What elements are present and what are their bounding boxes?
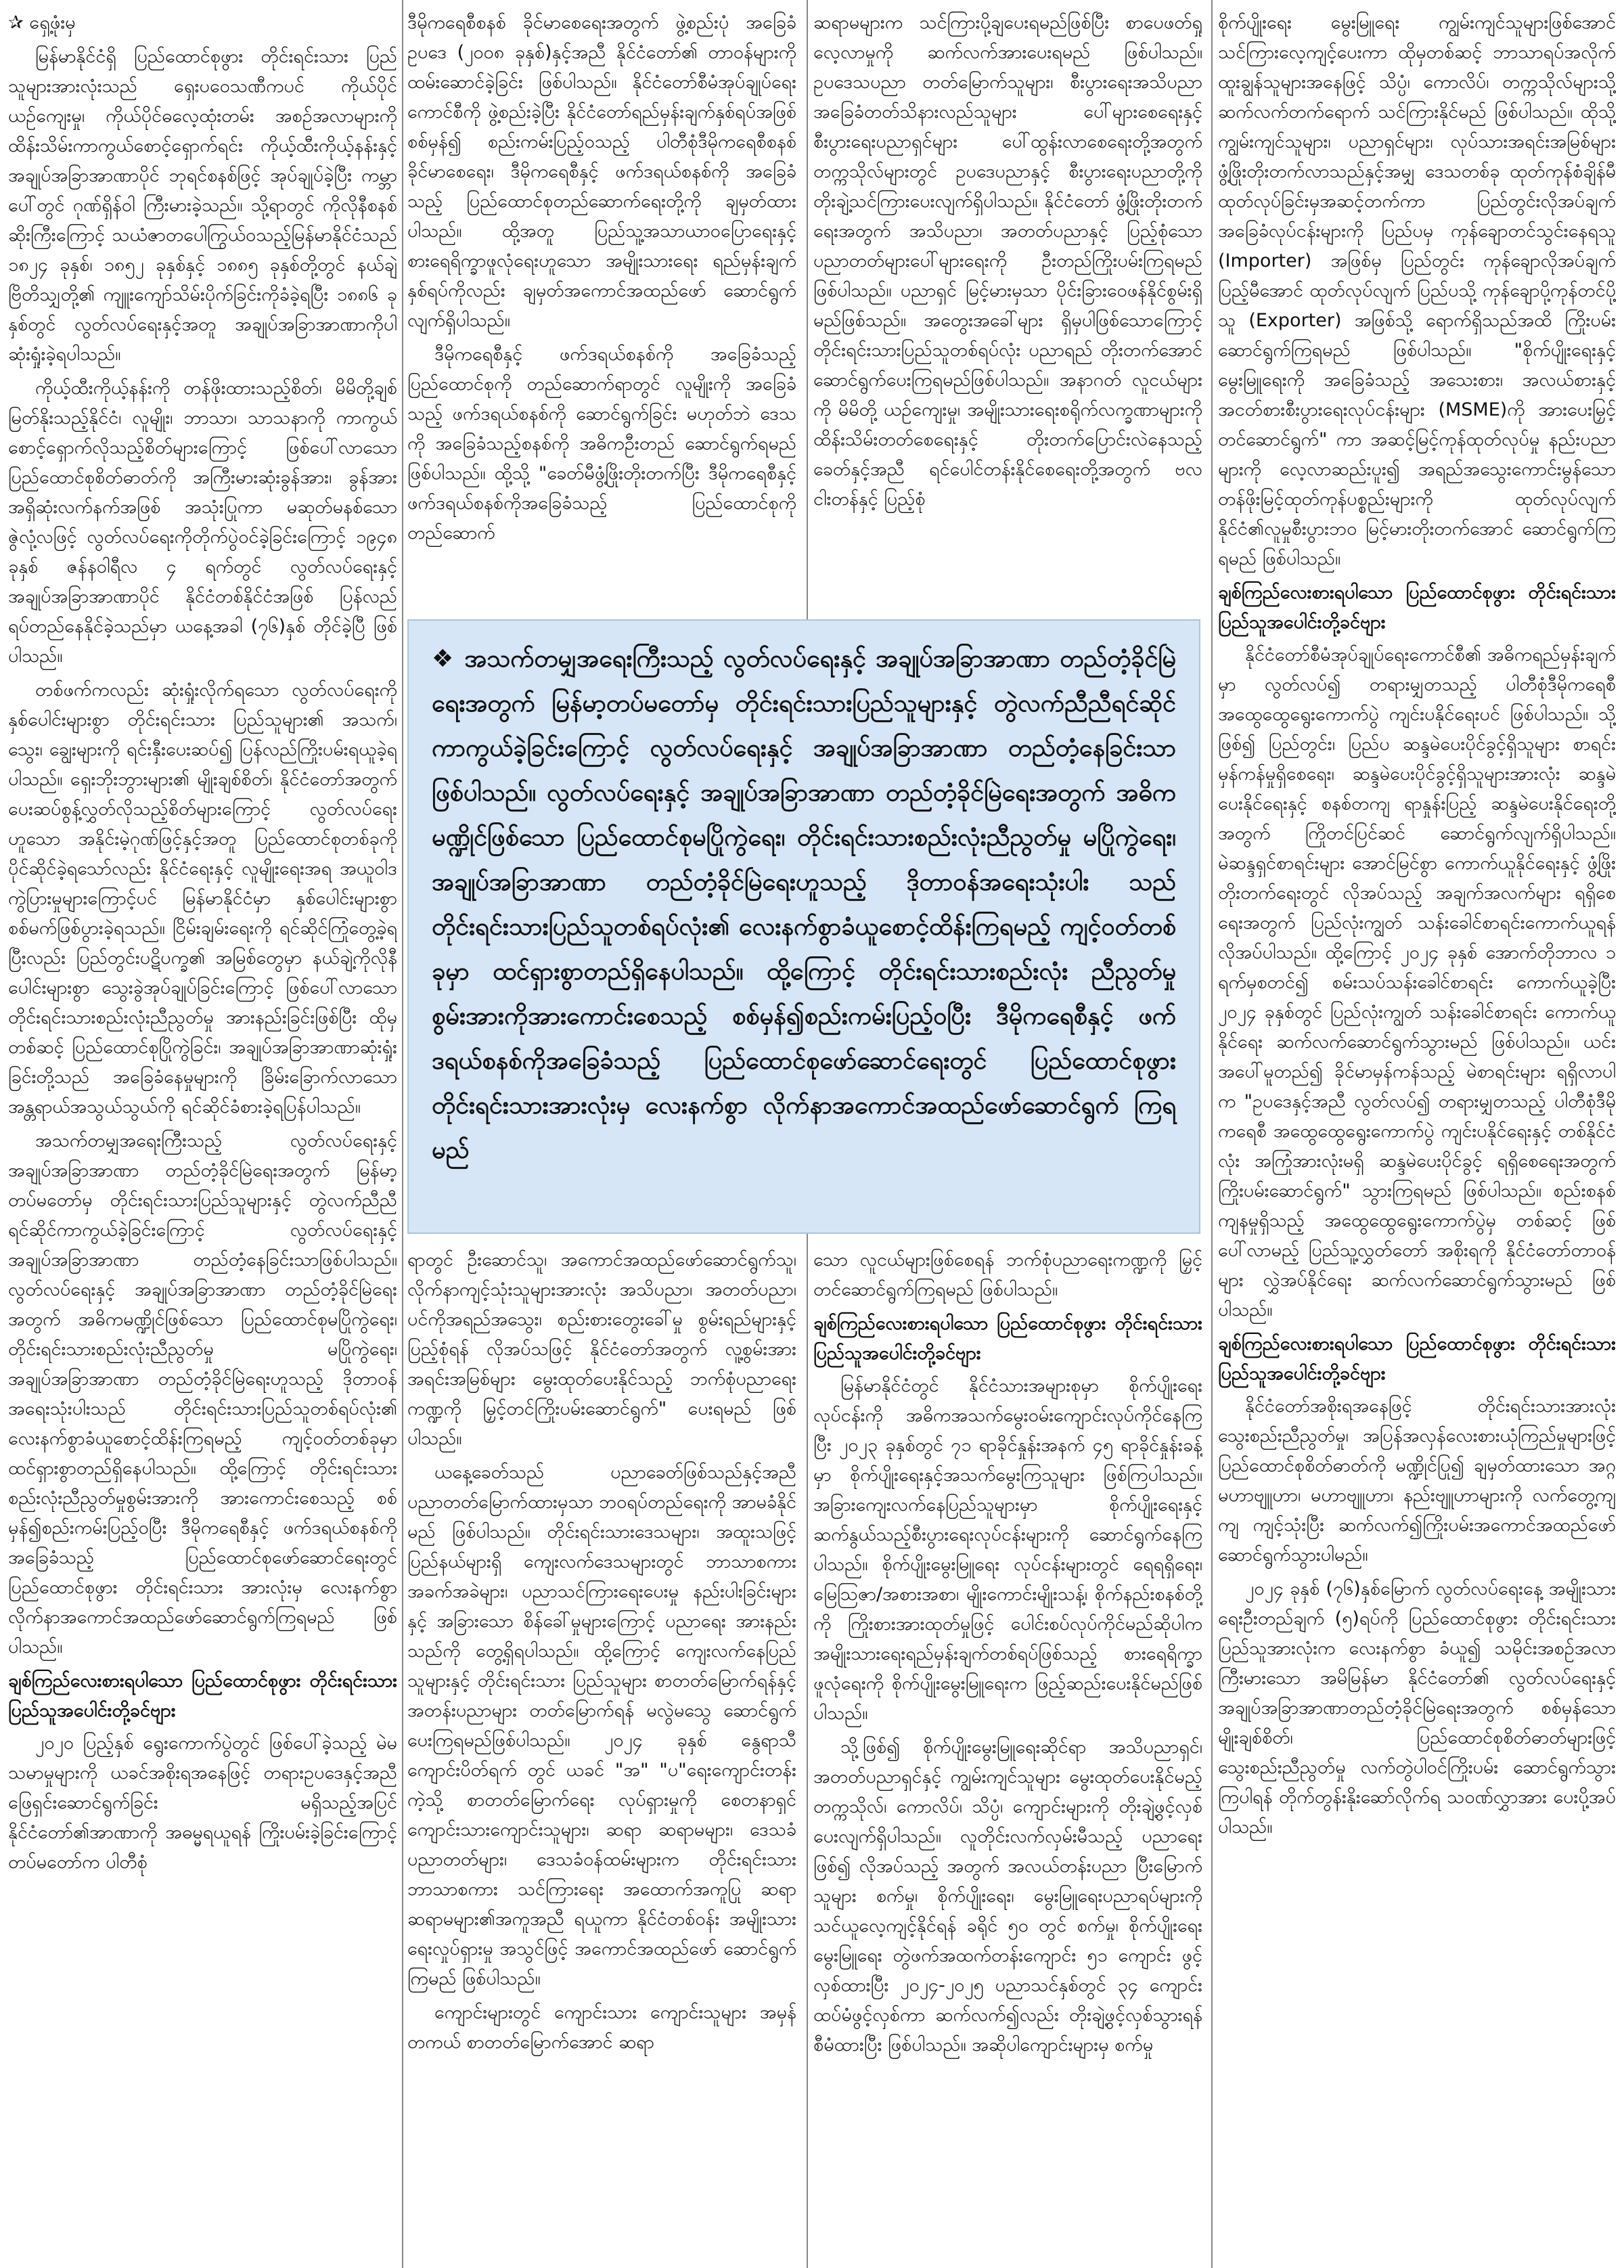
- paragraph: ဆရာမများက သင်ကြားပို့ချပေးရမည်ဖြစ်ပြီး စာပေဖတ်ရှုလေ့လာမှုကို ဆက်လက်အားပေးရမည် ဖြစ်ပါသည်။ ဥပဒေသပညာ တတ်မြောက်သူများ၊ စီးပွားရေးအသိပညာ အခြေခံတတ်သိနားလည်သူများ ပေါ်များစေရေးနှင့် စီးပွားရေးပညာရှင်များ ပေါ်ထွန်းလာစေရေးတို့အတွက် တက္ကသိုလ်များတွင် ဥပဒေပညာနှင့် စီးပွားရေးပညာတို့ကို တိုးချဲ့သင်ကြားပေးလျက်ရှိပါသည်။ နိုင်ငံတော် ဖွံ့ဖြိုးတိုးတက်ရေးအတွက် အသိပညာ၊ အတတ်ပညာနှင့် ပြည့်စုံသော ပညာတတ်များပေါ်များရေးကို ဦးတည်ကြိုးပမ်းကြရမည် ဖြစ်ပါသည်။ ပညာရှင် မြင့်မားမှသာ ပိုင်းခြားဝေဖန်နိုင်စွမ်းရှိမည်ဖြစ်သည်။ အတွေးအခေါ်များ ရှိမှပါဖြစ်သောကြောင့် တိုင်းရင်းသားပြည်သူတစ်ရပ်လုံး ပညာရည် တိုးတက်အောင် ဆောင်ရွက်ပေးကြရမည်ဖြစ်ပါသည်။ အနာဂတ် လူငယ်များကို မိမိတို့ ယဉ်ကျေးမှု၊ အမျိုးသားရေးစရိုက်လက္ခဏာများကို ထိန်းသိမ်းတတ်စေရေးနှင့် တိုးတက်ပြောင်းလဲနေသည့် ခေတ်နှင့်အညီ ရင်ပေါင်တန်းနိုင်စေရေးတို့အတွက် ဗလငါးတန်နှင့် ပြည့်စုံ: [813, 12, 1202, 510]
- paragraph: သော လူငယ်များဖြစ်စေရန် ဘက်စုံပညာရေးကဏ္ဍကို မြှင့်တင်ဆောင်ရွက်ကြရမည် ဖြစ်ပါသည်။: [813, 1249, 1202, 1300]
- byline: ✰ ရှေ့ဖုံးမှ: [8, 12, 76, 33]
- paragraph: ၂၀၂၀ ပြည့်နှစ် ရွေးကောက်ပွဲတွင် ဖြစ်ပေါ်ခဲ့သည့် မဲမသမာမှုများကို ယခင်အစိုးရအနေဖြင့် တရားဥပဒေနှင့်အညီ ဖြေရှင်းဆောင်ရွက်ခြင်း မရှိသည့်အပြင် နိုင်ငံတော်၏အာဏာကို အဓမ္မရယူရန် ကြိုးပမ်းခဲ့ခြင်းကြောင့် တပ်မတော်က ပါတီစုံ: [8, 1733, 397, 1873]
- callout-text: ❖ အသက်တမျှအရေးကြီးသည့် လွတ်လပ်ရေးနှင့် အချုပ်အခြာအာဏာ တည်တံ့ခိုင်မြဲရေးအတွက် မြန်မာ့တပ်မတော်မှ တိုင်းရင်းသားပြည်သူများနှင့် တွဲလက်ညီညီရင်ဆိုင်ကာကွယ်ခဲ့ခြင်းကြောင့် လွတ်လပ်ရေးနှင့် အချုပ်အခြာအာဏာ တည်တံ့နေခြင်းသာ ဖြစ်ပါသည်။ လွတ်လပ်ရေးနှင့် အချုပ်အခြာအာဏာ တည်တံ့ခိုင်မြဲရေးအတွက် အဓိက မဏ္ဍိုင်ဖြစ်သော ပြည်ထောင်စုမပြိုကွဲရေး၊ တိုင်းရင်းသားစည်းလုံးညီညွတ်မှု မပြိုကွဲရေး၊ အချုပ်အခြာအာဏာ တည်တံ့ခိုင်မြဲရေးဟူသည့် ဒိုတာဝန်အရေးသုံးပါး သည် တိုင်းရင်းသားပြည်သူတစ်ရပ်လုံး၏ လေးနက်စွာခံယူစောင့်ထိန်းကြရမည့် ကျင့်ဝတ်တစ်ခုမှာ ထင်ရှားစွာတည်ရှိနေပါသည်။ ထို့ကြောင့် တိုင်းရင်းသားစည်းလုံး ညီညွတ်မှုစွမ်းအားကိုအားကောင်းစေသည့် စစ်မှန်၍စည်းကမ်းပြည့်ဝပြီး ဒီမိုကရေစီနှင့် ဖက်ဒရယ်စနစ်ကိုအခြေခံသည့် ပြည်ထောင်စုဖော်ဆောင်ရေးတွင် ပြည်ထောင်စုဖွား တိုင်းရင်းသားအားလုံးမှ လေးနက်စွာ လိုက်နာအကောင်အထည်ဖော်ဆောင်ရွက် ကြရမည်: [432, 645, 1176, 1164]
- paragraph: ကျောင်းများတွင် ကျောင်းသား ကျောင်းသူများ အမှန်တကယ် စာတတ်မြောက်အောင် ဆရာ: [407, 2002, 796, 2053]
- highlight-callout: [407, 619, 1200, 1234]
- paragraph: ယနေ့ခေတ်သည် ပညာခေတ်ဖြစ်သည်နှင့်အညီ ပညာတတ်မြောက်ထားမှသာ ဘဝရပ်တည်ရေးကို အာမခံနိုင်မည် ဖြစ်ပါသည်။ တိုင်းရင်းသားဒေသများ၊ အထူးသဖြင့် ပြည်နယ်များရှိ ကျေးလက်ဒေသများတွင် ဘာသာစကားအခက်အခဲများ၊ ပညာသင်ကြားရေးပေးမှု နည်းပါးခြင်းများနှင့် အခြားသော စိန်ခေါ်မှုများကြောင့် ပညာရေး အားနည်းသည်ကို တွေ့ရှိရပါသည်။ ထို့ကြောင့် ကျေးလက်နေပြည်သူများနှင့် တိုင်းရင်းသား ပြည်သူများ စာတတ်မြောက်ရန်နှင့် အတန်းပညာများ တတ်မြောက်ရန် မလွဲမသွေ ဆောင်ရွက်ပေးကြရမည်ဖြစ်ပါသည်။ ၂၀၂၄ ခုနှစ် နွေရာသီကျောင်းပိတ်ရက် တွင် ယခင် "အ" "ပ"ရေးကျောင်းတန်းကဲ့သို့ စာတတ်မြောက်ရေး လုပ်ရှားမှုကို စေတနာရှင် ကျောင်းသားကျောင်းသူများ၊ ဆရာ ဆရာမများ၊ ဒေသခံပညာတတ်များ၊ ဒေသခံဝန်ထမ်းများက တိုင်းရင်းသားဘာသာစကား သင်ကြားရေး အထောက်အကူပြု ဆရာ ဆရာမများ၏အကူအညီ ရယူကာ နိုင်ငံတစ်ဝန်း အမျိုးသားရေးလှုပ်ရှားမှု အသွင်ဖြင့် အကောင်အထည်ဖော် ဆောင်ရွက်ကြမည် ဖြစ်ပါသည်။: [407, 1462, 796, 1989]
- paragraph: ၂၀၂၄ ခုနှစ် (၇၆)နှစ်မြောက် လွတ်လပ်ရေးနေ့ အမျိုးသားရေးဦးတည်ချက် (၅)ရပ်ကို ပြည်ထောင်စုဖွား တိုင်းရင်းသားပြည်သူအားလုံးက လေးနက်စွာ ခံယူ၍ သမိုင်းအစဉ်အလာကြီးမားသော အမိမြန်မာ နိုင်ငံတော်၏ လွတ်လပ်ရေးနှင့်အချုပ်အခြာအာဏာတည်တံ့ခိုင်မြဲရေးအတွက် စစ်မှန်သော မျိုးချစ်စိတ်၊ ပြည်ထောင်စုစိတ်ဓာတ်များဖြင့် သွေးစည်းညီညွတ်မှု လက်တွဲပါဝင်ကြိုးပမ်း ဆောင်ရွက်သွားကြပါရန် တိုက်တွန်းနိုးဆော်လိုက်ရ သဝဏ်လွှာအား ပေးပို့အပ်ပါသည်။: [1218, 1578, 1616, 1838]
- paragraph: ကိုယ့်ထီးကိုယ့်နန်းကို တန်ဖိုးထားသည့်စိတ်၊ မိမိတို့ချစ်မြတ်နိုးသည့်နိုင်ငံ၊ လူမျိုး၊ ဘာသာ၊ သာသနာကို ကာကွယ်စောင့်ရှောက်လိုသည့်စိတ်များကြောင့် ဖြစ်ပေါ်လာသော ပြည်ထောင်စုစိတ်ဓာတ်ကို အကြီးမားဆုံးခွန်အား၊ ခွန်အားအရှိဆုံးလက်နက်အဖြစ် အသုံးပြုကာ မဆုတ်မနစ်သော ဇွဲလုံ့လဖြင့် လွတ်လပ်ရေးကိုတိုက်ပွဲဝင်ခဲ့ခြင်းကြောင့် ၁၉၄၈ ခုနှစ် ဇန်နဝါရီလ ၄ ရက်တွင် လွတ်လပ်ရေးနှင့် အချုပ်အခြာအာဏာပိုင် နိုင်ငံတစ်နိုင်ငံအဖြစ် ပြန်လည် ရပ်တည်နေနိုင်ခဲ့သည်မှာ ယနေ့အခါ (၇၆)နှစ် တိုင်ခဲ့ပြီ ဖြစ်ပါသည်။: [8, 378, 397, 667]
- column-1: [8, 8, 397, 2262]
- column-divider: [402, 0, 403, 2268]
- section-heading: ချစ်ကြည်လေးစားရပါသော ပြည်ထောင်စုဖွား တိုင်းရင်းသားပြည်သူအပေါင်းတို့ခင်ဗျား: [813, 1313, 1202, 1364]
- paragraph: တစ်ဖက်ကလည်း ဆုံးရှုံးလိုက်ရသော လွတ်လပ်ရေးကို နှစ်ပေါင်းများစွာ တိုင်းရင်းသား ပြည်သူများ၏ အသက်၊ သွေး၊ ချွေးများကို ရင်းနှီးပေးဆပ်၍ ပြန်လည်ကြိုးပမ်းရယူခဲ့ရပါသည်။ ရှေးဘိုးဘွားများ၏ မျိုးချစ်စိတ်၊ နိုင်ငံတော်အတွက် ပေးဆပ်စွန့်လွှတ်လိုသည့်စိတ်များကြောင့် လွတ်လပ်ရေးဟူသော အနိုင်းမဲ့ဂုဏ်ဖြင့်နှင့်အတူ ပြည်ထောင်စုတစ်ခုကို ပိုင်ဆိုင်ခဲ့ရသော်လည်း နိုင်ငံရေးနှင့် လူမျိုးရေးအရ အယူဝါဒကွဲပြားမှုများကြောင့်ပင် မြန်မာနိုင်ငံမှာ နှစ်ပေါင်းများစွာ စစ်မက်ဖြစ်ပွားခဲ့ရသည်။ ငြိမ်းချမ်းရေးကို ရင်ဆိုင်ကြုံတွေ့ခဲ့ရပြီးလည်း ပြည်တွင်းပဋိပက္ခ၏ အမြစ်တွေမှာ နယ်ချဲ့ကိုလိုနီ ပေါင်းများစွာ သွေးခွဲအုပ်ချုပ်ခြင်းကြောင့် ဖြစ်ပေါ်လာသော တိုင်းရင်းသားစည်းလုံးညီညွတ်မှု အားနည်းခြင်းဖြစ်ပြီး ထိုမှတစ်ဆင့် ပြည်ထောင်စုပြိုကွဲခြင်း၊ အချုပ်အခြာအာဏာဆုံးရှုံးခြင်းတို့သည် အခြေခံနေမှုများကို ခြိမ်းခြောက်လာသော အန္တရာယ်အသွယ်သွယ်ကို ရင်ဆိုင်ခံစားခဲ့ရပြန်ပါသည်။: [8, 680, 397, 1117]
- paragraph: အသက်တမျှအရေးကြီးသည့် လွတ်လပ်ရေးနှင့် အချုပ်အခြာအာဏာ တည်တံ့ခိုင်မြဲရေးအတွက် မြန်မာ့တပ်မတော်မှ တိုင်းရင်းသားပြည်သူများနှင့် တွဲလက်ညီညီ ရင်ဆိုင်ကာကွယ်ခဲ့ခြင်းကြောင့် လွတ်လပ်ရေးနှင့် အချုပ်အခြာအာဏာ တည်တံ့နေခြင်းသာဖြစ်ပါသည်။ လွတ်လပ်ရေးနှင့် အချုပ်အခြာအာဏာ တည်တံ့ခိုင်မြဲရေးအတွက် အဓိကမဏ္ဍိုင်ဖြစ်သော ပြည်ထောင်စုမပြိုကွဲရေး၊ တိုင်းရင်းသားစည်းလုံးညီညွတ်မှု မပြိုကွဲရေး၊ အချုပ်အခြာအာဏာ တည်တံ့ခိုင်မြဲရေးဟူသည့် ဒိုတာဝန်အရေးသုံးပါးသည် တိုင်းရင်းသားပြည်သူတစ်ရပ်လုံး၏ လေးနက်စွာခံယူစောင့်ထိန်းကြရမည့် ကျင့်ဝတ်တစ်ခုမှာ ထင်ရှားစွာတည်ရှိနေပါသည်။ ထို့ကြောင့် တိုင်းရင်းသားစည်းလုံးညီညွတ်မှုစွမ်းအားကို အားကောင်းစေသည့် စစ်မှန်၍စည်းကမ်းပြည့်ဝပြီး ဒီမိုကရေစီနှင့် ဖက်ဒရယ်စနစ်ကိုအခြေခံသည့် ပြည်ထောင်စုဖော်ဆောင်ရေးတွင် ပြည်ထောင်စုဖွား တိုင်းရင်းသား အားလုံးမှ လေးနက်စွာလိုက်နာအကောင်အထည်ဖော်ဆောင်ရွက်ကြရမည် ဖြစ်ပါသည်။: [8, 1130, 397, 1658]
- paragraph: နိုင်ငံတော်အစိုးရအနေဖြင့် တိုင်းရင်းသားအားလုံး သွေးစည်းညီညွတ်မှု၊ အပြန်အလှန်လေးစားယုံကြည်မှုများဖြင့် ပြည်ထောင်စုစိတ်ဓာတ်ကို မဏ္ဍိုင်ပြု၍ ချမှတ်ထားသော အဂ္ဂမဟာဗျူဟာ၊ မဟာဗျူဟာ၊ နည်းဗျူဟာများကို လက်တွေ့ကျကျ ကျင့်သုံးပြီး ဆက်လက်၍ကြိုးပမ်းအကောင်အထည်ဖော် ဆောင်ရွက်သွားပါမည်။: [1218, 1396, 1616, 1565]
- paragraph: စိုက်ပျိုးရေး မွေးမြူရေး ကျွမ်းကျင်သူများဖြစ်အောင် သင်ကြားလေ့ကျင့်ပေးကာ ထိုမှတစ်ဆင့် ဘာသာရပ်အလိုက်ထူးချွန်သူများအနေဖြင့် သိပ္ပံ၊ ကောလိပ်၊ တက္ကသိုလ်များသို့ ဆက်လက်တက်ရောက် သင်ကြားနိုင်မည် ဖြစ်ပါသည်။ ထိုသို့ ကျွမ်းကျင်သူများ၊ ပညာရှင်များ၊ လုပ်သားအရင်းအမြစ်များ ဖွံ့ဖြိုးတိုးတက်လာသည်နှင့်အမျှ ဒေသတစ်ခု ထုတ်ကုန်စံချိန်မီ ထုတ်လုပ်ခြင်းမှအဆင့်တက်ကာ ပြည်တွင်းလိုအပ်ချက် အခြေခံလုပ်ငန်းများကို ပြည်ပမှ ကုန်ချောတင်သွင်းနေရသူ (Importer) အဖြစ်မှ ပြည်တွင်း ကုန်ချောလိုအပ်ချက် ပြည့်မီအောင် ထုတ်လုပ်လျက် ပြည်ပသို့ ကုန်ချောပို့ကုန်တင်ပို့သူ (Exporter) အဖြစ်သို့ ရောက်ရှိသည်အထိ ကြိုးပမ်းဆောင်ရွက်ကြရမည် ဖြစ်ပါသည်။ "စိုက်ပျိုးရေးနှင့် မွေးမြူရေးကို အခြေခံသည့် အသေးစား၊ အလယ်စားနှင့် အငတ်စားစီးပွားရေးလုပ်ငန်းများ (MSME)ကို အားပေးမြှင့်တင်ဆောင်ရွက်" ကာ အဆင့်မြင့်ကုန်ထုတ်လုပ်မှု နည်းပညာများကို လေ့လာဆည်းပူး၍ အရည်အသွေးကောင်းမွန်သော တန်ဖိုးမြင့်ထုတ်ကုန်ပစ္စည်းများကို ထုတ်လုပ်လျက် နိုင်ငံ၏လူမှုစီးပွားဘဝ မြင့်မားတိုးတက်အောင် ဆောင်ရွက်ကြရမည် ဖြစ်ပါသည်။: [1218, 12, 1616, 569]
- paragraph: သို့ဖြစ်၍ စိုက်ပျိုးမွေးမြူရေးဆိုင်ရာ အသိပညာရှင်၊ အတတ်ပညာရှင်နှင့် ကျွမ်းကျင်သူများ မွေးထုတ်ပေးနိုင်မည့် တက္ကသိုလ်၊ ကောလိပ်၊ သိပ္ပံ၊ ကျောင်းများကို တိုးချဲ့ဖွင့်လှစ်ပေးလျက်ရှိပါသည်။ လူတိုင်းလက်လှမ်းမီသည့် ပညာရေးဖြစ်၍ လိုအပ်သည့် အတွက် အလယ်တန်းပညာ ပြီးမြောက်သူများ စက်မှု၊ စိုက်ပျိုးရေး၊ မွေးမြူရေးပညာရပ်များကို သင်ယူလေ့ကျင့်နိုင်ရန် ခရိုင် ၅၀ တွင် စက်မှု၊ စိုက်ပျိုးရေး မွေးမြူရေး တွဲဖက်အထက်တန်းကျောင်း ၅၁ ကျောင်း ဖွင့်လှစ်ထားပြီး ၂၀၂၄-၂၀၂၅ ပညာသင်နှစ်တွင် ၃၄ ကျောင်း ထပ်မံဖွင့်လှစ်ကာ ဆက်လက်၍လည်း တိုးချဲ့ဖွင့်လှစ်သွားရန် စီမံထားပြီး ဖြစ်ပါသည်။ အဆိုပါကျောင်းများမှ စက်မှု: [813, 1737, 1202, 2055]
- column-2-lower: [407, 1245, 796, 2261]
- section-heading: ချစ်ကြည်လေးစားရပါသော ပြည်ထောင်စုဖွား တိုင်းရင်းသားပြည်သူအပေါင်းတို့ခင်ဗျား: [1218, 1333, 1616, 1384]
- paragraph: နိုင်ငံတော်စီမံအုပ်ချုပ်ရေးကောင်စီ၏ အဓိကရည်မှန်းချက်မှာ လွတ်လပ်၍ တရားမျှတသည့် ပါတီစုံဒီမိုကရေစီ အထွေထွေရွေးကောက်ပွဲ ကျင်းပနိုင်ရေးပင် ဖြစ်ပါသည်။ သို့ဖြစ်၍ ပြည်တွင်း၊ ပြည်ပ ဆန္ဒမဲပေးပိုင်ခွင့်ရှိသူများ စာရင်းမှန်ကန်မှုရှိစေရေး၊ ဆန္ဒမဲပေးပိုင်ခွင့်ရှိသူများအားလုံး ဆန္ဒမဲပေးနိုင်ရေးနှင့် စနစ်တကျ ရာနှုန်းပြည့် ဆန္ဒမဲပေးနိုင်ရေးတို့အတွက် ကြိုတင်ပြင်ဆင် ဆောင်ရွက်လျက်ရှိပါသည်။ မဲဆန္ဒရှင်စာရင်းများ အောင်မြင်စွာ ကောက်ယူနိုင်ရေးနှင့် ဖွံ့ဖြိုးတိုးတက်ရေးတွင် လိုအပ်သည့် အချက်အလက်များ ရရှိစေရေးအတွက် ပြည်လုံးကျွတ် သန်းခေါင်စာရင်းကောက်ယူရန် လိုအပ်ပါသည်။ ထို့ကြောင့် ၂၀၂၄ ခုနှစ် အောက်တိုဘာလ ၁ ရက်မှစတင်၍ စမ်းသပ်သန်းခေါင်စာရင်း ကောက်ယူခဲ့ပြီး ၂၀၂၄ ခုနှစ်တွင် ပြည်လုံးကျွတ် သန်းခေါင်စာရင်း ကောက်ယူနိုင်ရေး ဆက်လက်ဆောင်ရွက်သွားမည် ဖြစ်ပါသည်။ ယင်းအပေါ်မူတည်၍ ခိုင်မာမှန်ကန်သည့် မဲစာရင်းများ ရရှိလာပါက "ဥပဒေနှင့်အညီ လွတ်လပ်၍ တရားမျှတသည့် ပါတီစုံဒီမိုကရေစီ အထွေထွေရွေးကောက်ပွဲ ကျင်းပနိုင်ရေးနှင့် တစ်နိုင်ငံလုံး အကြုံအားလုံးမရှိ ဆန္ဒမဲပေးပိုင်ခွင့် ရရှိစေရေးအတွက် ကြိုးပမ်းဆောင်ရွက်" သွားကြရမည် ဖြစ်ပါသည်။ စည်းစနစ်ကျနမှုရှိသည့် အထွေထွေရွေးကောက်ပွဲမှ တစ်ဆင့် ဖြစ်ပေါ်လာမည့် ပြည်သူ့လွှတ်တော် အစိုးရကို နိုင်ငံတော်တာဝန်များ လွှဲအပ်နိုင်ရေး ဆက်လက်ဆောင်ရွက်သွားမည် ဖြစ်ပါသည်။: [1218, 644, 1616, 1320]
- paragraph: မြန်မာနိုင်ငံရှိ ပြည်ထောင်စုဖွား တိုင်းရင်းသား ပြည်သူများအားလုံးသည် ရှေးပဝေသဏီကပင် ကိုယ်ပိုင်ယဉ်ကျေးမှု၊ ကိုယ်ပိုင်ဓလေ့ထုံးတမ်း အစဉ်အလာများကို ထိန်းသိမ်းကာကွယ်စောင့်ရှောက်ရင်း ကိုယ့်ထီးကိုယ့်နန်းနှင့် အချုပ်အခြာအာဏာပိုင် ဘုရင်စနစ်ဖြင့် အုပ်ချုပ်ခဲ့ပြီး ကမ္ဘာပေါ်တွင် ဂုဏ်ရှိန်ဝါ ကြီးမားခဲ့သည်။ သို့ရာတွင် ကိုလိုနီစနစ်ဆိုးကြီးကြောင့် သယံဇာတပေါကြွယ်ဝသည့်မြန်မာနိုင်ငံသည် ၁၈၂၄ ခုနှစ်၊ ၁၈၅၂ ခုနှစ်နှင့် ၁၈၈၅ ခုနှစ်တို့တွင် နယ်ချဲ့ဗြိတိသျှတို့၏ ကျူးကျော်သိမ်းပိုက်ခြင်းကိုခံခဲ့ရပြီး ၁၈၈၆ ခုနှစ်တွင် လွတ်လပ်ရေးနှင့်အတူ အချုပ်အခြာအာဏာကိုပါ ဆုံးရှုံးခဲ့ရပါသည်။: [8, 46, 397, 365]
- section-heading: ချစ်ကြည်လေးစားရပါသော ပြည်ထောင်စုဖွား တိုင်းရင်းသားပြည်သူအပေါင်းတို့ခင်ဗျား: [1218, 582, 1616, 633]
- column-3-lower: [813, 1245, 1202, 2261]
- paragraph: ဒီမိုကရေစီစနစ် ခိုင်မာစေရေးအတွက် ဖွဲ့စည်းပုံ အခြေခံဥပဒေ (၂၀၀၈ ခုနှစ်)နှင့်အညီ နိုင်ငံတော်၏ တာဝန်များကို ထမ်းဆောင်ခဲ့ခြင်း ဖြစ်ပါသည်။ နိုင်ငံတော်စီမံအုပ်ချုပ်ရေးကောင်စီကို ဖွဲ့စည်းခဲ့ပြီး နိုင်ငံတော်ရည်မှန်းချက်နှစ်ရပ်အဖြစ် စစ်မှန်၍ စည်းကမ်းပြည့်ဝသည့် ပါတီစုံဒီမိုကရေစီစနစ် ခိုင်မာစေရေး၊ ဒီမိုကရေစီနှင့် ဖက်ဒရယ်စနစ်ကို အခြေခံသည့် ပြည်ထောင်စုတည်ဆောက်ရေးတို့ကို ချမှတ်ထားပါသည်။ ထို့အတူ ပြည်သူ့အသာယာဝပြောရေးနှင့် စားရေရိက္ခာဖူလုံရေးဟူသော အမျိုးသားရေး ရည်မှန်းချက် နှစ်ရပ်ကိုလည်း ချမှတ်အကောင်အထည်ဖော် ဆောင်ရွက်လျက်ရှိပါသည်။: [407, 12, 796, 331]
- paragraph: ရာတွင် ဦးဆောင်သူ၊ အကောင်အထည်ဖော်ဆောင်ရွက်သူ၊ လိုက်နာကျင့်သုံးသူများအားလုံး အသိပညာ၊ အတတ်ပညာ၊ ပင်ကိုအရည်အသွေး၊ စည်းစားတွေးခေါ်မှု စွမ်းရည်များနှင့် ပြည့်စုံရန် လိုအပ်သဖြင့် နိုင်ငံတော်အတွက် လူ့စွမ်းအားအရင်းအမြစ်များ မွေးထုတ်ပေးနိုင်သည့် ဘက်စုံပညာရေးကဏ္ဍကို မြှင့်တင်ကြိုးပမ်းဆောင်ရွက်" ပေးရမည် ဖြစ်ပါသည်။: [407, 1249, 796, 1449]
- paragraph: မြန်မာနိုင်ငံတွင် နိုင်ငံသားအများစုမှာ စိုက်ပျိုးရေးလုပ်ငန်းကို အဓိကအသက်မွေးဝမ်းကျောင်းလုပ်ကိုင်နေကြပြီး ၂၀၂၃ ခုနှစ်တွင် ၇၁ ရာခိုင်နှုန်းအနက် ၄၅ ရာခိုင်နှုန်းခန့်မှာ စိုက်ပျိုးရေးနှင့်အသက်မွေးကြသူများ ဖြစ်ကြပါသည်။ အခြားကျေးလက်နေပြည်သူများမှာ စိုက်ပျိုးရေးနှင့် ဆက်နွယ်သည့်စီးပွားရေးလုပ်ငန်းများကို ဆောင်ရွက်နေကြပါသည်။ စိုက်ပျိုးမွေးမြူရေး လုပ်ငန်းများတွင် ရေရရှိရေး၊ မြေဩဇာ/အစားအစာ၊ မျိုးကောင်းမျိုးသန့်၊ စိုက်နည်းစနစ်တို့ကို ကြိုးစားအားထုတ်မှုဖြင့် ပေါင်းစပ်လုပ်ကိုင်မည်ဆိုပါက အမျိုးသားရေးရည်မှန်းချက်တစ်ရပ်ဖြစ်သည့် စားရေရိက္ခာဖူလုံရေးကို စိုက်ပျိုးမွေးမြူရေးက ဖြည့်ဆည်းပေးနိုင်မည်ဖြစ်ပါသည်။: [813, 1375, 1202, 1724]
- column-2-upper: [407, 8, 796, 610]
- column-4: [1218, 8, 1616, 2262]
- section-heading: ချစ်ကြည်လေးစားရပါသော ပြည်ထောင်စုဖွား တိုင်းရင်းသားပြည်သူအပေါင်းတို့ခင်ဗျား: [8, 1670, 397, 1721]
- paragraph: ဒီမိုကရေစီနှင့် ဖက်ဒရယ်စနစ်ကို အခြေခံသည့် ပြည်ထောင်စုကို တည်ဆောက်ရာတွင် လူမျိုးကို အခြေခံသည့် ဖက်ဒရယ်စနစ်ကို ဆောင်ရွက်ခြင်း မဟုတ်ဘဲ ဒေသကို အခြေခံသည့်စနစ်ကို အဓိကဦးတည် ဆောင်ရွက်ရမည်ဖြစ်ပါသည်။ ထို့သို့ "ခေတ်မီဖွံ့ဖြိုးတိုးတက်ပြီး ဒီမိုကရေစီနှင့် ဖက်ဒရယ်စနစ်ကိုအခြေခံသည့် ပြည်ထောင်စုကိုတည်ဆောက်: [407, 344, 796, 543]
- column-3-upper: [813, 8, 1202, 610]
- column-divider: [1211, 0, 1213, 2268]
